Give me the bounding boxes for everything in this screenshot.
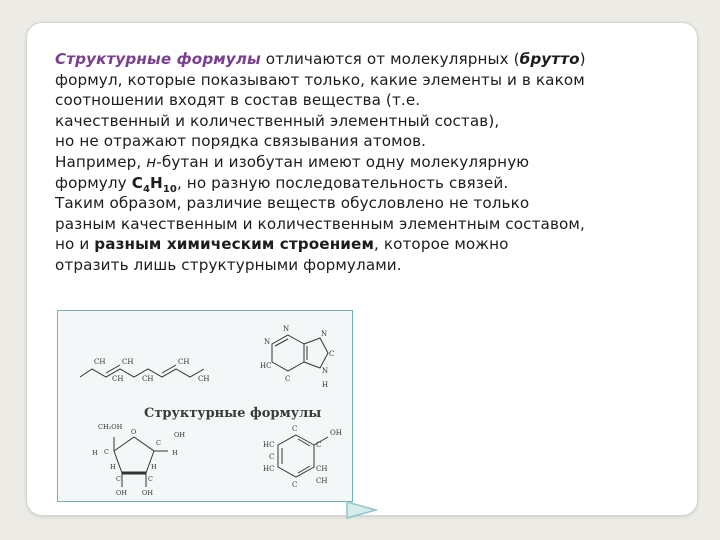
phenol-molecule <box>263 425 342 489</box>
chain-atom-3: CH <box>122 358 134 366</box>
slide-card <box>26 22 698 516</box>
purine-atom-c1: C <box>285 375 291 383</box>
figure-caption: Структурные формулы <box>144 406 322 421</box>
phenol-atom-hc2: HC <box>263 465 275 473</box>
purine-atom-n3: N <box>321 330 328 338</box>
structural-formulas-figure <box>57 310 353 502</box>
purine-atom-c2: C <box>329 350 335 358</box>
line-6-n: н <box>146 152 157 171</box>
purine-atom-n2: N <box>264 338 271 346</box>
sugar-atom-oh1: OH <box>116 489 127 497</box>
sugar-atom-ch2oh: CH₂OH <box>98 423 123 431</box>
line-10-a: но и <box>55 235 95 254</box>
sugar-atom-oh3: OH <box>174 431 185 439</box>
next-slide-button[interactable] <box>345 501 379 519</box>
line-10 <box>55 234 685 255</box>
line-11: отразить лишь структурными формулами. <box>55 255 402 274</box>
sugar-molecule <box>92 423 185 497</box>
sugar-atom-oh2: OH <box>142 489 153 497</box>
formula-h-sub: 10 <box>162 183 177 195</box>
formulas-drawing <box>58 311 352 501</box>
phenol-atom-oh: OH <box>330 429 342 437</box>
phenol-atom-hc1: HC <box>263 441 275 449</box>
line-6-a: Например, <box>55 152 147 171</box>
chain-atom-5: CH <box>178 358 190 366</box>
sugar-atom-h4: H <box>151 463 157 471</box>
line-2: формул, которые показывают только, какие элементы и в каком <box>55 70 585 89</box>
chain-atom-1: CH <box>94 358 106 366</box>
phenol-atom-c1: C <box>292 425 298 433</box>
line-1-text: отличаются от молекулярных ( <box>260 50 520 68</box>
sugar-atom-c2: C <box>156 439 161 447</box>
term-chemical-structure: разным химическим строением <box>94 235 374 254</box>
line-6 <box>55 152 685 173</box>
term-structural-formulas: Структурные формулы <box>55 50 261 68</box>
sugar-atom-c1: C <box>104 448 109 456</box>
phenol-atom-ch1: CH <box>316 465 328 473</box>
line-7 <box>55 173 685 194</box>
phenol-atom-c2: C <box>316 441 322 449</box>
line-1 <box>55 49 685 70</box>
play-triangle-icon <box>345 501 379 519</box>
sugar-atom-h1: H <box>92 449 98 457</box>
line-9: разным качественным и количественным элементным составом, <box>55 214 585 233</box>
term-brutto: брутто <box>519 50 580 68</box>
phenol-atom-ch2: CH <box>316 477 328 485</box>
sugar-atom-c4: C <box>148 475 153 483</box>
formula-c4h10 <box>131 173 177 195</box>
chain-atom-4: CH <box>142 375 154 383</box>
chain-molecule <box>80 358 209 383</box>
purine-molecule <box>260 325 334 389</box>
sugar-atom-c3: C <box>116 475 121 483</box>
sugar-atom-o: O <box>131 428 137 436</box>
phenol-atom-c4: C <box>269 453 275 461</box>
chain-atom-2: CH <box>112 375 124 383</box>
purine-atom-n4: N <box>322 367 329 375</box>
line-4: качественный и количественный элементный состав), <box>55 111 500 130</box>
phenol-atom-c3: C <box>292 481 298 489</box>
purine-atom-h: H <box>322 381 329 389</box>
purine-atom-n1: N <box>283 325 290 333</box>
formula-h: H <box>150 173 163 192</box>
main-paragraph <box>55 49 685 276</box>
sugar-atom-h3: H <box>110 463 116 471</box>
line-6-c: -бутан и изобутан имеют одну молекулярную <box>156 152 530 171</box>
line-7-a: формулу <box>55 173 132 192</box>
line-8: Таким образом, различие веществ обусловлено не только <box>55 194 530 213</box>
chain-atom-6: CH <box>198 375 210 383</box>
line-10-c: , которое можно <box>373 235 509 254</box>
line-7-b: , но разную последовательность связей. <box>176 173 509 192</box>
sugar-atom-h2: H <box>172 449 178 457</box>
purine-atom-hc: HC <box>260 362 272 370</box>
line-1-close: ) <box>579 50 586 68</box>
formula-c: C <box>131 173 143 192</box>
line-3: соотношении входят в состав вещества (т.е. <box>55 91 421 110</box>
line-5: но не отражают порядка связывания атомов. <box>55 132 427 151</box>
formula-c-sub: 4 <box>142 183 150 195</box>
